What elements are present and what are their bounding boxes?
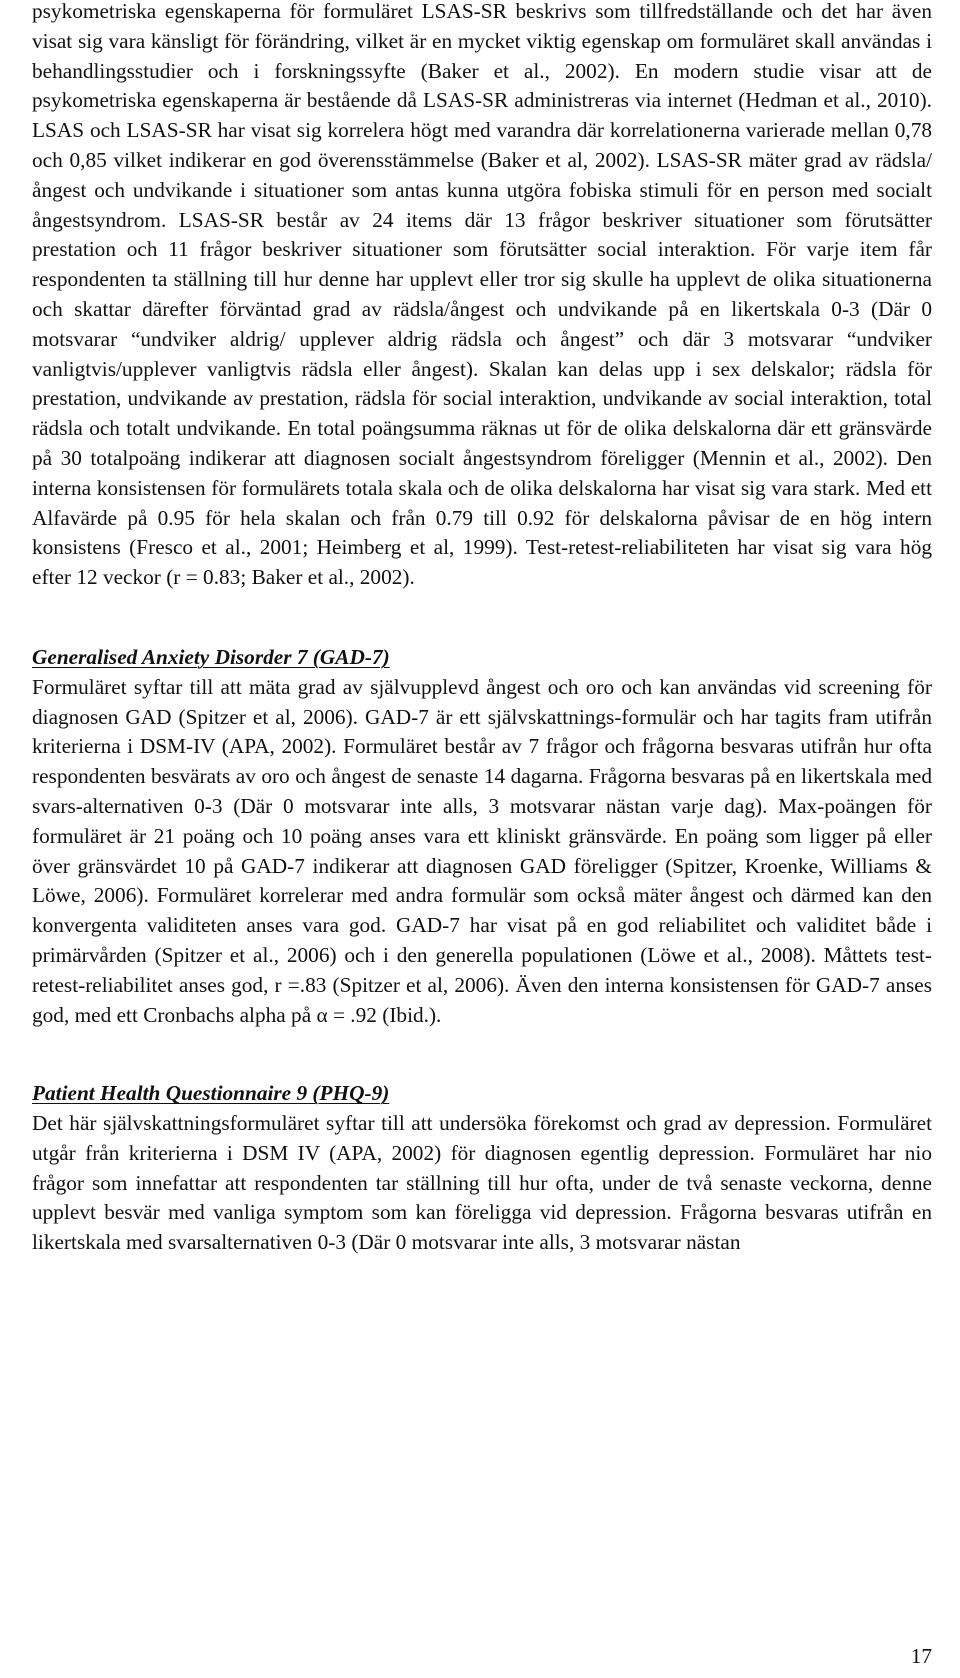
gad7-section bbox=[32, 643, 932, 1030]
gad7-paragraph: Formuläret syftar till att mäta grad av självupplevd ångest och oro och kan användas vid screening för diagnosen GAD (Spitzer et al, 2006). GAD-7 är ett självskattnings-formulär och har tagits fram utifrån kriterierna i DSM-IV (APA, 2002). Formuläret består av 7 frågor och frågorna besvaras utifrån hur ofta respondenten besvärats av oro och ångest de senaste 14 dagarna. Frågorna besvaras på en likertskala med svars-alternativen 0-3 (Där 0 motsvarar inte alls, 3 motsvarar nästan varje dag). Max-poängen för formuläret är 21 poäng och 10 poäng anses vara ett kliniskt gränsvärde. En poäng som ligger på eller över gränsvärdet 10 på GAD-7 indikerar att diagnosen GAD föreligger (Spitzer, Kroenke, Williams & Löwe, 2006). Formuläret korrelerar med andra formulär som också mäter ångest och därmed kan den konvergenta validiteten anses vara god. GAD-7 har visat på en god reliabilitet och validitet både i primärvården (Spitzer et al., 2006) och i den generella populationen (Löwe et al., 2008). Måttets test-retest-reliabilitet anses god, r =.83 (Spitzer et al, 2006). Även den interna konsistensen för GAD-7 anses god, med ett Cronbachs alpha på α = .92 (Ibid.). bbox=[32, 674, 932, 1027]
page-number: 17 bbox=[910, 1644, 932, 1668]
phq9-section bbox=[32, 1079, 932, 1258]
lsas-paragraph: psykometriska egenskaperna för formuläret LSAS-SR beskrivs som tillfredställande och det har även visat sig vara känsligt för förändring, vilket är en mycket viktig egenskap om formuläret skall användas i behandlingsstudier och i forskningssyfte (Baker et al., 2002). En modern studie visar att de psykometriska egenskaperna är bestående då LSAS-SR administreras via internet (Hedman et al., 2010). LSAS och LSAS-SR har visat sig korrelera högt med varandra där korrelationerna varierade mellan 0,78 och 0,85 vilket indikerar en god överensstämmelse (Baker et al, 2002). LSAS-SR mäter grad av rädsla/ångest och undvikande i situationer som antas kunna utgöra fobiska stimuli för en person med socialt ångestsyndrom. LSAS-SR består av 24 items där 13 frågor beskriver situationer som förutsätter prestation och 11 frågor beskriver situationer som förutsätter social interaktion. För varje item får respondenten ta ställning till hur denne har upplevt eller tror sig skulle ha upplevt de olika situationerna och skattar därefter förväntad grad av rädsla/ångest och undvikande på en likertskala 0-3 (Där 0 motsvarar “undviker aldrig/ upplever aldrig rädsla och ångest” och där 3 motsvarar “undviker vanligtvis/upplever vanligtvis rädsla eller ångest). Skalan kan delas upp i sex delskalor; rädsla för prestation, undvikande av prestation, rädsla för social interaktion, undvikande av social interaktion, total rädsla och totalt undvikande. En total poängsumma räknas ut för de olika delskalorna där ett gränsvärde på 30 totalpoäng indikerar att diagnosen socialt ångestsyndrom föreligger (Mennin et al., 2002). Den interna konsistensen för formulärets totala skala och de olika delskalorna har visat sig vara stark. Med ett Alfavärde på 0.95 för hela skalan och från 0.79 till 0.92 för delskalorna påvisar de en hög intern konsistens (Fresco et al., 2001; Heimberg et al, 1999). Test-retest-reliabiliteten har visat sig vara hög efter 12 veckor (r = 0.83; Baker et al., 2002). bbox=[32, 0, 932, 590]
gad7-heading: Generalised Anxiety Disorder 7 (GAD-7) bbox=[32, 644, 390, 669]
phq9-paragraph: Det här självskattningsformuläret syftar till att undersöka förekomst och grad av depression. Formuläret utgår från kriterierna i DSM IV (APA, 2002) för diagnosen egentlig depression. Formuläret har nio frågor som innefattar att respondenten tar ställning till hur ofta, under de två senaste veckorna, denne upplevt besvär med vanliga symptom som kan föreligga vid depression. Frågorna besvaras utifrån en likertskala med svarsalternativen 0-3 (Där 0 motsvarar inte alls, 3 motsvarar nästan bbox=[32, 1111, 932, 1255]
phq9-heading: Patient Health Questionnaire 9 (PHQ-9) bbox=[32, 1081, 390, 1106]
